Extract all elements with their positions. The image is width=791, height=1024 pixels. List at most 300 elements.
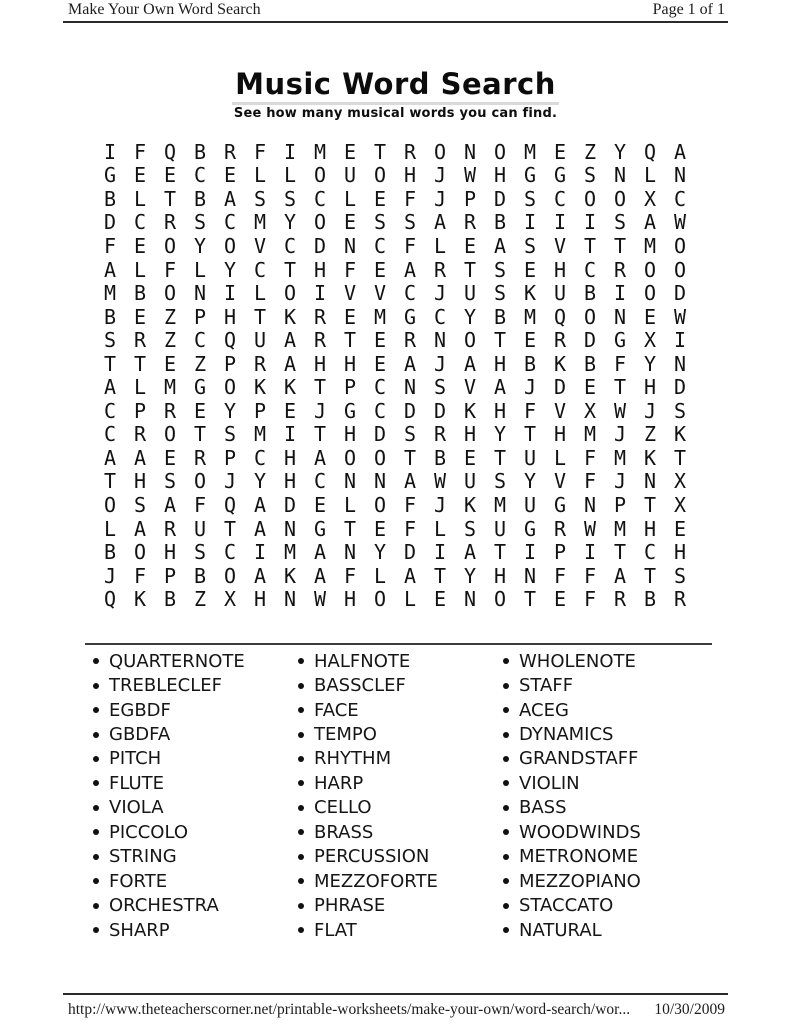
- grid-letter: U: [463, 281, 477, 306]
- grid-letter: F: [343, 257, 357, 282]
- grid-letter: A: [403, 469, 417, 494]
- grid-letter: R: [163, 516, 177, 541]
- grid-letter: N: [283, 516, 297, 541]
- word-list-item: [93, 698, 245, 722]
- bullet-icon: [298, 878, 304, 884]
- grid-letter: O: [373, 163, 387, 188]
- grid-letter: U: [523, 445, 537, 470]
- bullet-icon: [503, 805, 509, 811]
- grid-letter: F: [613, 351, 627, 376]
- word-list-item: [503, 845, 641, 869]
- grid-letter: L: [133, 257, 147, 282]
- grid-letter: S: [523, 233, 537, 258]
- grid-letter: G: [613, 328, 627, 353]
- bullet-icon: [503, 780, 509, 786]
- grid-letter: N: [673, 351, 687, 376]
- grid-letter: M: [253, 422, 267, 447]
- grid-letter: F: [583, 445, 597, 470]
- grid-letter: A: [643, 210, 657, 235]
- grid-letter: Z: [163, 304, 177, 329]
- grid-letter: I: [283, 139, 297, 164]
- grid-letter: M: [313, 139, 327, 164]
- grid-letter: Q: [643, 139, 657, 164]
- grid-letter: L: [373, 563, 387, 588]
- grid-letter: F: [133, 563, 147, 588]
- grid-letter: R: [313, 304, 327, 329]
- grid-letter: N: [673, 163, 687, 188]
- grid-letter: T: [643, 563, 657, 588]
- word-label: STACCATO: [519, 895, 614, 917]
- grid-letter: U: [463, 469, 477, 494]
- grid-letter: S: [673, 398, 687, 423]
- grid-letter: R: [553, 516, 567, 541]
- grid-letter: C: [373, 398, 387, 423]
- grid-letter: Q: [103, 587, 117, 612]
- grid-letter: A: [283, 351, 297, 376]
- grid-letter: T: [463, 257, 477, 282]
- grid-letter: C: [193, 163, 207, 188]
- grid-letter: W: [313, 587, 327, 612]
- bullet-icon: [93, 854, 99, 860]
- word-list-item: [503, 673, 641, 697]
- grid-letter: I: [523, 210, 537, 235]
- bullet-icon: [298, 732, 304, 738]
- grid-letter: D: [373, 422, 387, 447]
- grid-letter: M: [583, 422, 597, 447]
- page-subtitle: See how many musical words you can find.: [233, 106, 558, 121]
- grid-letter: M: [523, 304, 537, 329]
- grid-letter: C: [403, 281, 417, 306]
- grid-letter: H: [343, 587, 357, 612]
- grid-letter: T: [613, 540, 627, 565]
- grid-letter: T: [313, 422, 327, 447]
- print-header-title: Make Your Own Word Search: [68, 1, 261, 18]
- grid-letter: N: [403, 375, 417, 400]
- word-label: RHYTHM: [314, 748, 392, 770]
- grid-letter: R: [403, 139, 417, 164]
- word-list-item: [93, 673, 245, 697]
- grid-letter: S: [673, 563, 687, 588]
- grid-letter: K: [463, 398, 477, 423]
- grid-letter: I: [583, 210, 597, 235]
- grid-letter: F: [163, 257, 177, 282]
- grid-letter: O: [433, 139, 447, 164]
- grid-letter: I: [313, 281, 327, 306]
- word-label: MEZZOFORTE: [314, 870, 438, 892]
- word-list-item: [93, 893, 245, 917]
- word-list-item: [298, 796, 438, 820]
- word-list-item: [503, 918, 641, 942]
- grid-letter: Z: [583, 139, 597, 164]
- grid-letter: L: [253, 281, 267, 306]
- grid-letter: F: [193, 492, 207, 517]
- grid-letter: J: [523, 375, 537, 400]
- grid-letter: A: [613, 563, 627, 588]
- word-list-item: [93, 796, 245, 820]
- word-list-item: [93, 845, 245, 869]
- grid-letter: H: [493, 163, 507, 188]
- grid-row: [95, 540, 695, 564]
- grid-letter: T: [493, 328, 507, 353]
- grid-letter: J: [433, 186, 447, 211]
- grid-letter: V: [373, 281, 387, 306]
- grid-letter: W: [673, 304, 687, 329]
- grid-letter: D: [673, 375, 687, 400]
- grid-letter: D: [403, 398, 417, 423]
- grid-letter: S: [403, 422, 417, 447]
- grid-letter: A: [313, 563, 327, 588]
- grid-letter: O: [493, 139, 507, 164]
- grid-letter: G: [523, 516, 537, 541]
- grid-letter: L: [403, 587, 417, 612]
- grid-letter: X: [643, 186, 657, 211]
- grid-letter: Y: [463, 563, 477, 588]
- grid-letter: U: [493, 516, 507, 541]
- grid-letter: O: [673, 257, 687, 282]
- word-list-item: [298, 649, 438, 673]
- grid-row: [95, 281, 695, 305]
- word-label: SHARP: [109, 919, 170, 941]
- grid-row: [95, 234, 695, 258]
- grid-letter: S: [493, 281, 507, 306]
- grid-letter: C: [223, 210, 237, 235]
- grid-letter: Z: [193, 351, 207, 376]
- grid-letter: S: [493, 257, 507, 282]
- word-label: PITCH: [109, 748, 162, 770]
- grid-letter: G: [103, 163, 117, 188]
- grid-letter: Y: [193, 233, 207, 258]
- grid-row: [95, 328, 695, 352]
- bullet-icon: [503, 658, 509, 664]
- bullet-icon: [503, 903, 509, 909]
- grid-letter: O: [223, 233, 237, 258]
- grid-row: [95, 493, 695, 517]
- grid-letter: O: [373, 587, 387, 612]
- grid-letter: K: [673, 422, 687, 447]
- word-list-item: [298, 820, 438, 844]
- grid-letter: P: [163, 563, 177, 588]
- grid-letter: J: [613, 422, 627, 447]
- grid-letter: D: [283, 492, 297, 517]
- word-label: QUARTERNOTE: [109, 650, 245, 672]
- grid-letter: H: [493, 563, 507, 588]
- grid-letter: O: [583, 304, 597, 329]
- grid-letter: C: [133, 210, 147, 235]
- grid-letter: X: [673, 492, 687, 517]
- grid-letter: S: [193, 210, 207, 235]
- grid-letter: A: [253, 516, 267, 541]
- word-list-item: [503, 820, 641, 844]
- grid-letter: G: [403, 304, 417, 329]
- grid-letter: T: [523, 587, 537, 612]
- grid-letter: T: [343, 328, 357, 353]
- grid-letter: H: [403, 163, 417, 188]
- grid-letter: L: [133, 186, 147, 211]
- bullet-icon: [298, 854, 304, 860]
- grid-letter: O: [463, 328, 477, 353]
- word-label: VIOLA: [109, 797, 164, 819]
- grid-letter: H: [283, 445, 297, 470]
- grid-letter: O: [373, 445, 387, 470]
- grid-letter: O: [493, 587, 507, 612]
- grid-letter: B: [103, 540, 117, 565]
- word-label: BASSCLEF: [314, 675, 406, 697]
- grid-letter: M: [373, 304, 387, 329]
- grid-letter: F: [553, 563, 567, 588]
- grid-letter: Y: [223, 257, 237, 282]
- grid-letter: U: [253, 328, 267, 353]
- grid-row: [95, 587, 695, 611]
- grid-letter: F: [403, 516, 417, 541]
- word-list-item: [298, 722, 438, 746]
- grid-letter: K: [523, 281, 537, 306]
- grid-letter: E: [373, 186, 387, 211]
- grid-letter: C: [253, 445, 267, 470]
- grid-letter: I: [523, 540, 537, 565]
- grid-letter: R: [433, 422, 447, 447]
- grid-letter: Y: [253, 469, 267, 494]
- grid-letter: C: [673, 186, 687, 211]
- word-label: METRONOME: [519, 846, 639, 868]
- grid-letter: D: [493, 186, 507, 211]
- grid-letter: E: [463, 233, 477, 258]
- grid-letter: O: [643, 257, 657, 282]
- bullet-icon: [93, 927, 99, 933]
- word-list-item: [93, 722, 245, 746]
- grid-letter: E: [463, 445, 477, 470]
- grid-row: [95, 305, 695, 329]
- word-label: GRANDSTAFF: [519, 748, 639, 770]
- grid-letter: B: [193, 563, 207, 588]
- grid-letter: S: [133, 492, 147, 517]
- grid-letter: E: [163, 445, 177, 470]
- word-list-item: [503, 893, 641, 917]
- bullet-icon: [298, 805, 304, 811]
- grid-letter: D: [313, 233, 327, 258]
- grid-letter: F: [343, 563, 357, 588]
- grid-letter: L: [253, 163, 267, 188]
- grid-letter: R: [463, 210, 477, 235]
- grid-letter: C: [313, 186, 327, 211]
- grid-letter: T: [103, 351, 117, 376]
- word-list-item: [298, 869, 438, 893]
- grid-letter: K: [283, 563, 297, 588]
- grid-letter: E: [163, 163, 177, 188]
- footer-rule: [63, 993, 728, 995]
- grid-letter: A: [463, 540, 477, 565]
- grid-row: [95, 446, 695, 470]
- word-list-column-2: [298, 649, 438, 942]
- grid-letter: T: [343, 516, 357, 541]
- grid-letter: H: [673, 540, 687, 565]
- grid-letter: P: [253, 398, 267, 423]
- grid-letter: X: [583, 398, 597, 423]
- grid-row: [95, 187, 695, 211]
- word-list-item: [93, 747, 245, 771]
- grid-letter: D: [433, 398, 447, 423]
- word-list-item: [93, 918, 245, 942]
- grid-letter: N: [583, 492, 597, 517]
- grid-letter: B: [103, 304, 117, 329]
- grid-letter: K: [133, 587, 147, 612]
- grid-letter: G: [343, 398, 357, 423]
- bullet-icon: [503, 683, 509, 689]
- grid-letter: V: [253, 233, 267, 258]
- grid-row: [95, 140, 695, 164]
- grid-letter: J: [433, 492, 447, 517]
- grid-letter: V: [343, 281, 357, 306]
- grid-letter: C: [373, 233, 387, 258]
- grid-row: [95, 517, 695, 541]
- bullet-icon: [298, 707, 304, 713]
- grid-letter: S: [193, 540, 207, 565]
- bullet-icon: [93, 829, 99, 835]
- grid-letter: A: [433, 210, 447, 235]
- grid-letter: M: [283, 540, 297, 565]
- grid-letter: F: [583, 563, 597, 588]
- grid-letter: B: [133, 281, 147, 306]
- grid-letter: L: [133, 375, 147, 400]
- grid-row: [95, 211, 695, 235]
- grid-letter: E: [583, 375, 597, 400]
- word-label: TREBLECLEF: [109, 675, 222, 697]
- grid-letter: F: [403, 492, 417, 517]
- grid-letter: T: [493, 445, 507, 470]
- grid-letter: E: [343, 304, 357, 329]
- bullet-icon: [503, 829, 509, 835]
- word-label: FLUTE: [109, 772, 165, 794]
- grid-letter: A: [283, 328, 297, 353]
- grid-letter: M: [613, 445, 627, 470]
- word-label: FORTE: [109, 870, 168, 892]
- bullet-icon: [298, 927, 304, 933]
- grid-letter: W: [583, 516, 597, 541]
- grid-letter: T: [583, 233, 597, 258]
- grid-letter: E: [523, 257, 537, 282]
- page-title: Music Word Search: [232, 69, 559, 105]
- grid-letter: T: [673, 445, 687, 470]
- word-list-item: [298, 845, 438, 869]
- grid-letter: N: [343, 540, 357, 565]
- grid-letter: Q: [223, 492, 237, 517]
- grid-letter: E: [133, 233, 147, 258]
- word-label: MEZZOPIANO: [519, 870, 641, 892]
- grid-letter: H: [313, 257, 327, 282]
- grid-letter: L: [193, 257, 207, 282]
- grid-letter: F: [523, 398, 537, 423]
- word-list-item: [298, 893, 438, 917]
- grid-letter: H: [493, 351, 507, 376]
- grid-letter: T: [223, 516, 237, 541]
- grid-letter: T: [253, 304, 267, 329]
- grid-letter: Y: [373, 540, 387, 565]
- grid-letter: L: [643, 163, 657, 188]
- word-list-item: [503, 698, 641, 722]
- print-header-page-number: Page 1 of 1: [652, 1, 725, 18]
- grid-letter: N: [613, 163, 627, 188]
- grid-letter: B: [643, 587, 657, 612]
- grid-letter: L: [433, 233, 447, 258]
- grid-letter: S: [433, 375, 447, 400]
- grid-letter: T: [433, 563, 447, 588]
- grid-letter: F: [103, 233, 117, 258]
- grid-letter: T: [193, 422, 207, 447]
- word-label: VIOLIN: [519, 772, 580, 794]
- grid-letter: B: [493, 210, 507, 235]
- grid-letter: D: [583, 328, 597, 353]
- bullet-icon: [298, 683, 304, 689]
- grid-letter: O: [223, 375, 237, 400]
- grid-letter: Y: [463, 304, 477, 329]
- grid-letter: H: [253, 587, 267, 612]
- grid-letter: M: [103, 281, 117, 306]
- grid-letter: N: [343, 233, 357, 258]
- grid-letter: O: [163, 281, 177, 306]
- word-list-item: [298, 673, 438, 697]
- grid-letter: Q: [223, 328, 237, 353]
- word-list-item: [503, 796, 641, 820]
- grid-letter: H: [223, 304, 237, 329]
- word-label: WOODWINDS: [519, 821, 641, 843]
- grid-letter: A: [103, 445, 117, 470]
- bullet-icon: [93, 878, 99, 884]
- grid-letter: C: [553, 186, 567, 211]
- grid-letter: T: [643, 492, 657, 517]
- grid-letter: W: [613, 398, 627, 423]
- grid-letter: A: [253, 492, 267, 517]
- grid-letter: R: [133, 422, 147, 447]
- grid-letter: J: [223, 469, 237, 494]
- grid-letter: C: [583, 257, 597, 282]
- word-list-item: [503, 771, 641, 795]
- grid-letter: M: [253, 210, 267, 235]
- grid-letter: G: [553, 163, 567, 188]
- bullet-icon: [93, 683, 99, 689]
- grid-letter: M: [643, 233, 657, 258]
- grid-letter: R: [313, 328, 327, 353]
- grid-letter: E: [133, 163, 147, 188]
- grid-letter: C: [103, 422, 117, 447]
- bullet-icon: [503, 756, 509, 762]
- grid-letter: E: [373, 257, 387, 282]
- grid-letter: T: [493, 540, 507, 565]
- grid-letter: S: [373, 210, 387, 235]
- grid-letter: X: [673, 469, 687, 494]
- bullet-icon: [93, 707, 99, 713]
- grid-row: [95, 375, 695, 399]
- grid-letter: S: [463, 516, 477, 541]
- grid-letter: O: [373, 492, 387, 517]
- bullet-icon: [503, 927, 509, 933]
- grid-letter: F: [403, 186, 417, 211]
- title-block: [0, 69, 791, 105]
- grid-letter: T: [523, 422, 537, 447]
- grid-letter: O: [583, 186, 597, 211]
- word-label: STRING: [109, 846, 177, 868]
- grid-letter: K: [553, 351, 567, 376]
- grid-letter: F: [403, 233, 417, 258]
- grid-letter: S: [583, 163, 597, 188]
- word-label: EGBDF: [109, 699, 171, 721]
- grid-letter: H: [463, 422, 477, 447]
- grid-letter: O: [313, 210, 327, 235]
- grid-row: [95, 399, 695, 423]
- grid-letter: Q: [163, 139, 177, 164]
- grid-letter: T: [133, 351, 147, 376]
- grid-letter: L: [343, 186, 357, 211]
- grid-letter: J: [103, 563, 117, 588]
- grid-letter: R: [613, 257, 627, 282]
